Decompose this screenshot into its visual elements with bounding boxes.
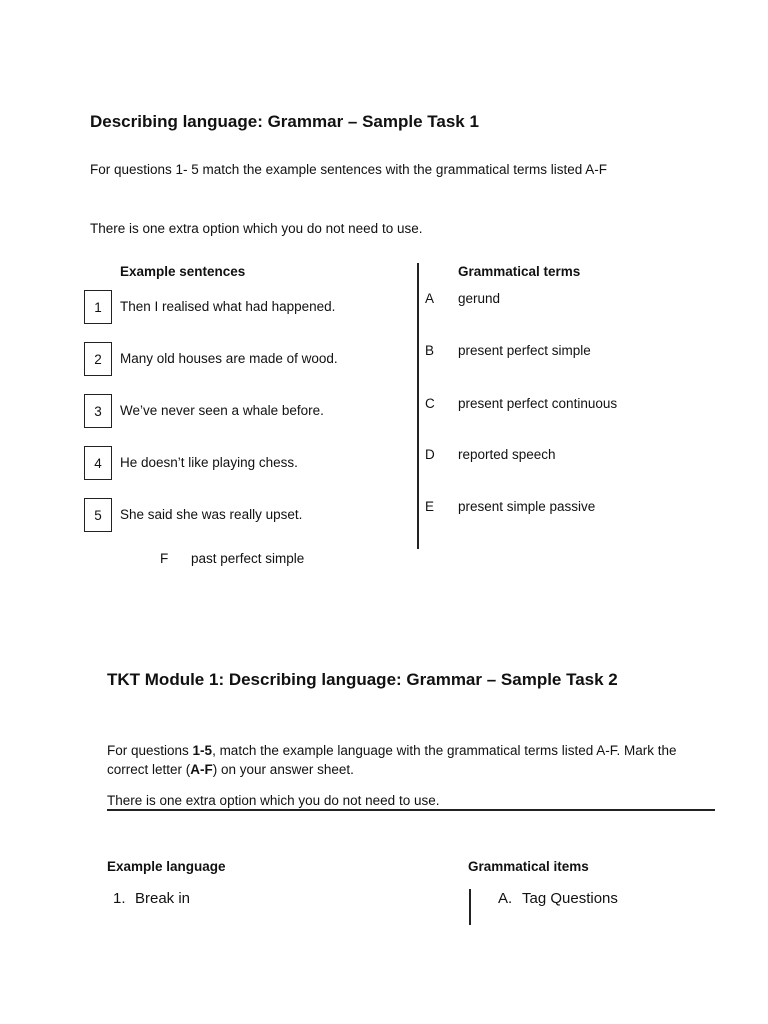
task2-title: TKT Module 1: Describing language: Grammar – Sample Task 2 xyxy=(107,670,618,689)
column-divider xyxy=(417,263,419,549)
task1-extra-note: There is one extra option which you do not need to use. xyxy=(90,221,423,236)
example-item-number: 1. xyxy=(113,890,126,907)
task2-extra-note: There is one extra option which you do not need to use. xyxy=(107,793,440,808)
term-letter: F xyxy=(160,551,169,566)
example-language-header: Example language xyxy=(107,859,226,874)
horizontal-rule xyxy=(107,809,715,811)
term-text: past perfect simple xyxy=(191,551,305,566)
term-text: gerund xyxy=(458,291,501,306)
term-text: present perfect simple xyxy=(458,343,591,358)
question-number-box: 3 xyxy=(84,394,112,428)
example-sentence: She said she was really upset. xyxy=(120,507,303,522)
term-letter: A xyxy=(425,291,435,306)
term-letter: C xyxy=(425,396,435,411)
grammatical-item-text: Tag Questions xyxy=(522,890,618,907)
grammatical-terms-header: Grammatical terms xyxy=(458,264,581,279)
example-sentence: Then I realised what had happened. xyxy=(120,299,336,314)
question-number-box: 2 xyxy=(84,342,112,376)
example-sentence: He doesn’t like playing chess. xyxy=(120,455,298,470)
task1-instruction: For questions 1- 5 match the example sentences with the grammatical terms listed A-F xyxy=(90,162,607,177)
task1-title: Describing language: Grammar – Sample Task 1 xyxy=(90,112,479,131)
term-letter: D xyxy=(425,447,435,462)
term-letter: E xyxy=(425,499,435,514)
term-text: present simple passive xyxy=(458,499,596,514)
example-item-text: Break in xyxy=(135,890,191,907)
column-divider xyxy=(469,889,471,925)
term-letter: B xyxy=(425,343,435,358)
task2-instruction: For questions 1-5, match the example language with the grammatical terms listed A-F. Mark the correct letter (A-F) on your answer sheet. xyxy=(107,743,677,777)
question-number-box: 4 xyxy=(84,446,112,480)
question-number-box: 1 xyxy=(84,290,112,324)
grammatical-item-letter: A. xyxy=(498,890,513,907)
term-text: reported speech xyxy=(458,447,556,462)
question-number-box: 5 xyxy=(84,498,112,532)
grammatical-items-header: Grammatical items xyxy=(468,859,589,874)
example-sentence: We’ve never seen a whale before. xyxy=(120,403,324,418)
term-text: present perfect continuous xyxy=(458,396,618,411)
example-sentences-header: Example sentences xyxy=(120,264,246,279)
example-sentence: Many old houses are made of wood. xyxy=(120,351,338,366)
